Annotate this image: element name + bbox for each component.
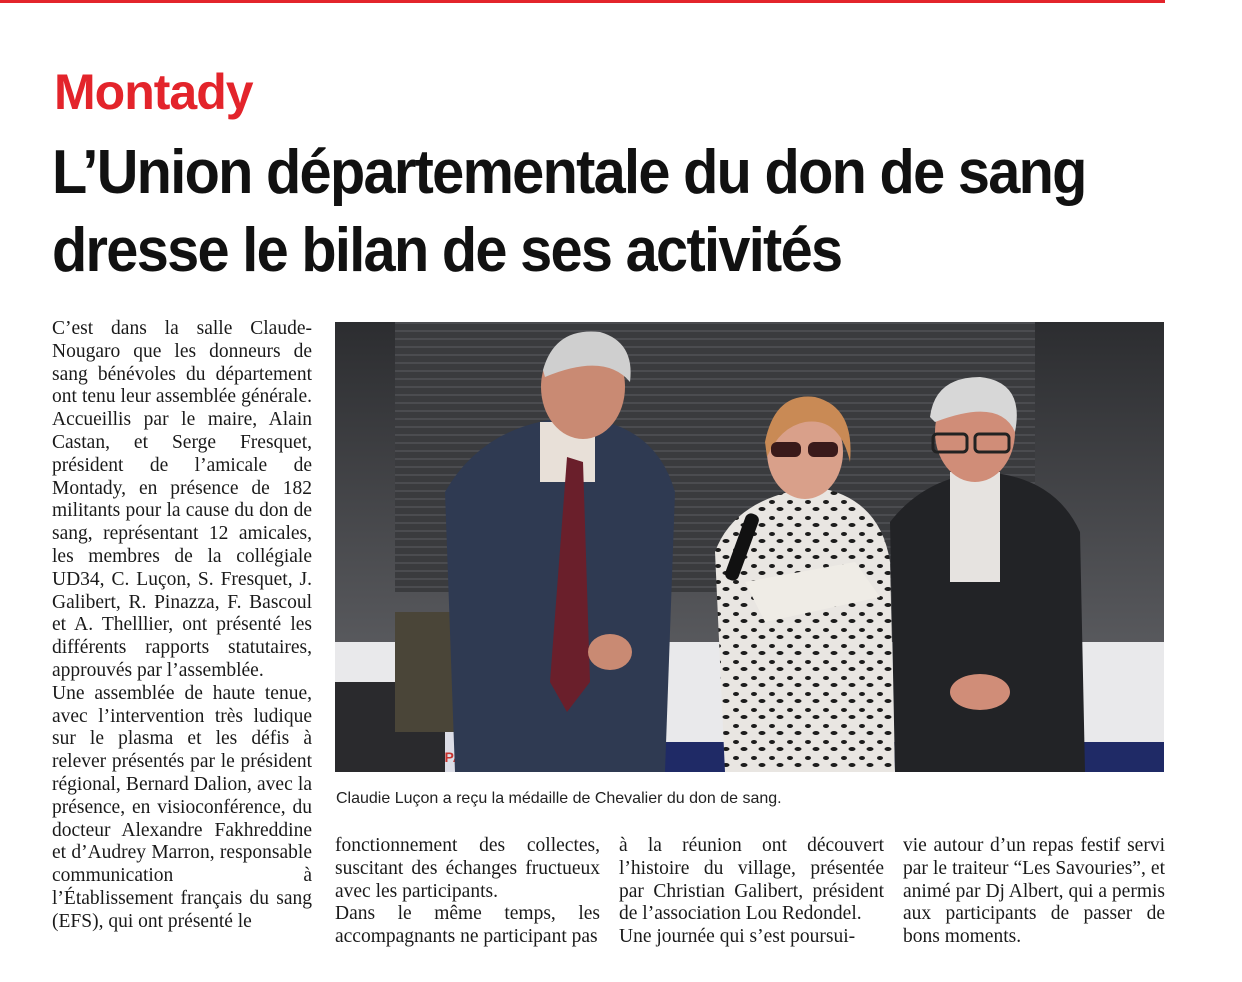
photo-illustration: [335, 322, 1164, 772]
article-kicker: Montady: [54, 64, 253, 120]
paragraph: Une journée qui s’est poursui-: [619, 926, 856, 948]
article-column-4: [903, 835, 1165, 949]
article-headline: L’Union départementale du don de sang dresse le bilan de ses activités: [52, 138, 1086, 285]
top-accent-rule: [0, 0, 1165, 3]
paragraph: vie autour d’un repas festif servi par le traiteur “Les Savouries”, et animé par Dj Albert, qui a permis aux participants de passer de bons moments.: [903, 835, 1165, 948]
article-photo: [335, 322, 1164, 772]
paragraph: C’est dans la salle Claude-Nougaro que les donneurs de sang bénévoles du département ont tenu leur assemblée générale. Accueillis par le maire, Alain Castan, et Serge Fresquet, président de l’amicale de Montady, en présence de 182 militants pour la cause du don de sang, représentant 12 amicales, les membres de la collégiale UD34, C. Luçon, S. Fresquet, J. Galibert, R. Pinazza, F. Bascoul et A. Thelllier, ont présenté les différents rapports statutaires, approuvés par l’assemblée.: [52, 318, 312, 681]
article-column-2: [335, 835, 600, 949]
article-column-1: [52, 318, 312, 934]
paragraph: à la réunion ont découvert l’histoire du village, présentée par Christian Galibert, président de l’association Lou Redondel.: [619, 835, 884, 925]
photo-caption: Claudie Luçon a reçu la médaille de Chevalier du don de sang.: [336, 790, 782, 807]
paragraph: fonctionnement des collectes, suscitant des échanges fructueux avec les participants.: [335, 835, 600, 902]
paragraph: Une assemblée de haute tenue, avec l’intervention très ludique sur le plasma et les défis à relever présentés par le président régional, Bernard Dalion, avec la présence, en visioconférence, du docteur Alexandre Fakhreddine et d’Audrey Marron, responsable communication à l’Établissement français du sang (EFS), qui ont présenté le: [52, 682, 312, 932]
article-column-3: [619, 835, 884, 949]
paragraph: Dans le même temps, les accompagnants ne participant pas: [335, 903, 600, 948]
